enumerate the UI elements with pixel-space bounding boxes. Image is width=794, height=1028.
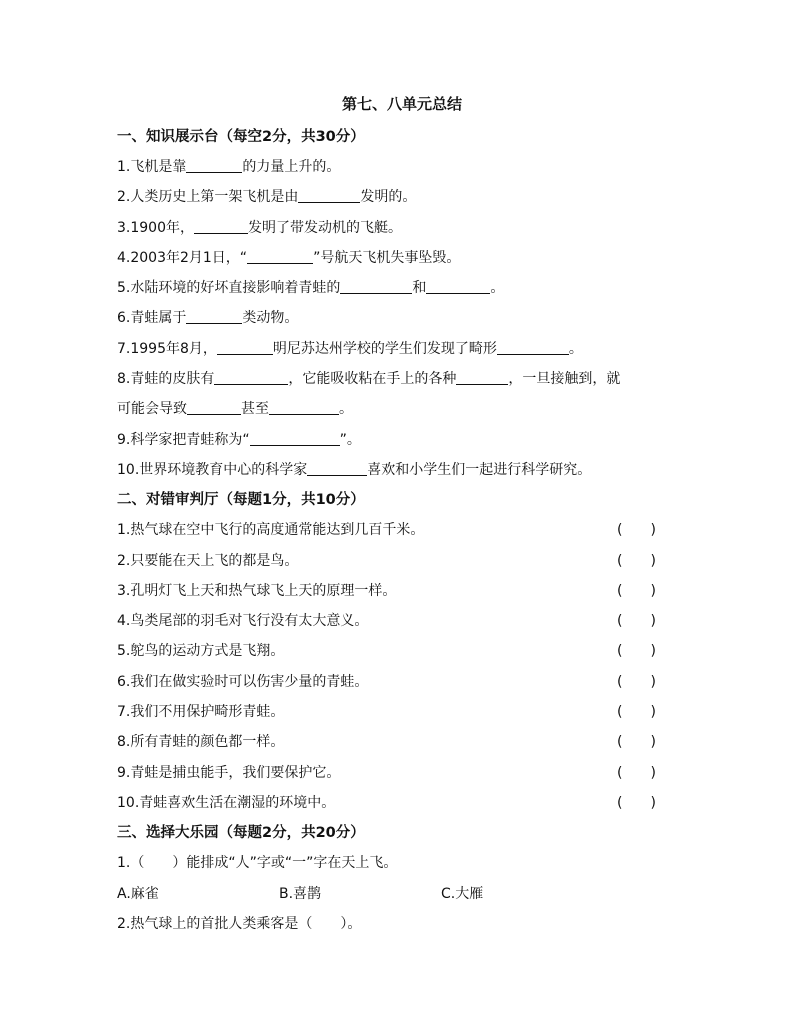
fill-question-1	[117, 152, 687, 182]
fill-question-7	[117, 334, 687, 364]
answer-paren[interactable]: ( )	[617, 613, 656, 630]
answer-paren[interactable]: ( )	[617, 794, 656, 811]
q3-text-b: 发明了带发动机的飞艇。	[248, 219, 402, 236]
answer-blank[interactable]	[250, 429, 340, 446]
q10-text-b: 喜欢和小学生们一起进行科学研究。	[367, 461, 592, 478]
answer-blank[interactable]	[186, 156, 242, 173]
answer-blank[interactable]	[186, 307, 242, 324]
judge-text: 7.我们不用保护畸形青蛙。	[117, 704, 285, 721]
judge-text: 6.我们在做实验时可以伤害少量的青蛙。	[117, 673, 369, 690]
judge-item-9	[117, 758, 687, 788]
choice-option-a[interactable]: A.麻雀	[117, 885, 159, 902]
q5-text-a: 5.水陆环境的好坏直接影响着青蛙的	[117, 280, 341, 297]
judge-item-10	[117, 788, 687, 818]
judge-item-5	[117, 636, 687, 666]
judge-text: 10.青蛙喜欢生活在潮湿的环境中。	[117, 794, 336, 811]
judge-item-3	[117, 576, 687, 606]
judge-item-6	[117, 667, 687, 697]
q1-text-b: 的力量上升的。	[242, 159, 341, 175]
q8-text-d: 可能会导致	[117, 401, 187, 418]
q8-text-b: ，它能吸收粘在手上的各种	[288, 371, 457, 388]
answer-paren[interactable]: ( )	[617, 673, 656, 690]
q9-text-b: ”。	[339, 431, 361, 448]
answer-paren[interactable]: ( )	[617, 552, 656, 569]
fill-question-4	[117, 243, 687, 273]
judge-text: 3.孔明灯飞上天和热气球飞上天的原理一样。	[117, 582, 397, 599]
q7-text-c: 。	[568, 340, 583, 357]
fill-question-6	[117, 303, 687, 333]
section-2-heading: 二、对错审判厅（每题1分，共10分）	[117, 492, 365, 509]
judge-text: 4.鸟类尾部的羽毛对飞行没有太大意义。	[117, 613, 369, 630]
q8-text-e: 甚至	[241, 401, 269, 418]
fill-question-2	[117, 182, 687, 212]
fill-question-10	[117, 455, 687, 485]
judge-item-7	[117, 697, 687, 727]
q8-text-a: 8.青蛙的皮肤有	[117, 371, 215, 388]
judge-text: 5.鸵鸟的运动方式是飞翔。	[117, 643, 285, 660]
q6-text-a: 6.青蛙属于	[117, 310, 187, 327]
q2-text-a: 2.人类历史上第一架飞机是由	[117, 189, 299, 206]
q7-text-a: 7.1995年8月，	[117, 340, 217, 357]
q9-text-a: 9.科学家把青蛙称为“	[117, 431, 250, 448]
q6-text-b: 类动物。	[242, 310, 299, 327]
answer-blank[interactable]	[307, 459, 367, 476]
choice-option-c[interactable]: C.大雁	[441, 885, 484, 902]
choice-question-2-stem: 2.热气球上的首批人类乘客是（ ）。	[117, 915, 362, 932]
answer-blank[interactable]	[426, 277, 490, 294]
fill-question-5	[117, 273, 687, 303]
section-1-heading: 一、知识展示台（每空2分，共30分）	[117, 129, 365, 145]
answer-blank[interactable]	[340, 277, 412, 294]
answer-blank[interactable]	[298, 186, 360, 203]
answer-blank[interactable]	[456, 368, 508, 385]
choice-option-b[interactable]: B.喜鹊	[279, 885, 322, 902]
q7-text-b: 明尼苏达州学校的学生们发现了畸形	[272, 340, 497, 357]
answer-blank[interactable]	[187, 398, 241, 415]
judge-text: 1.热气球在空中飞行的高度通常能达到几百千米。	[117, 522, 425, 539]
q2-text-b: 发明的。	[360, 189, 417, 206]
fill-question-3	[117, 213, 687, 243]
answer-blank[interactable]	[217, 338, 273, 355]
judge-text: 2.只要能在天上飞的都是鸟。	[117, 552, 299, 569]
answer-blank[interactable]	[247, 247, 313, 264]
fill-question-9	[117, 425, 687, 455]
page-title: 第七、八单元总结	[341, 95, 462, 113]
q10-text-a: 10.世界环境教育中心的科学家	[117, 461, 308, 478]
q4-text-b: ”号航天飞机失事坠毁。	[313, 249, 461, 266]
judge-text: 8.所有青蛙的颜色都一样。	[117, 734, 285, 751]
answer-paren[interactable]: ( )	[617, 764, 656, 781]
q5-text-c: 。	[490, 280, 505, 297]
judge-item-1	[117, 515, 687, 545]
q8-text-f: 。	[339, 401, 353, 418]
fill-question-8-line-2	[117, 394, 687, 424]
answer-blank[interactable]	[194, 217, 248, 234]
judge-item-2	[117, 546, 687, 576]
answer-blank[interactable]	[214, 368, 288, 385]
answer-paren[interactable]: ( )	[617, 522, 656, 539]
judge-text: 9.青蛙是捕虫能手，我们要保护它。	[117, 764, 341, 781]
q3-text-a: 3.1900年，	[117, 219, 194, 236]
answer-paren[interactable]: ( )	[617, 582, 656, 599]
choice-question-1-stem: 1.（ ）能排成“人”字或“一”字在天上飞。	[117, 855, 398, 872]
choice-question-1-options	[117, 879, 687, 909]
worksheet	[117, 93, 687, 939]
q1-text-a: 1.飞机是靠	[117, 159, 187, 175]
fill-question-8-line-1	[117, 364, 687, 394]
q4-text-a: 4.2003年2月1日，“	[117, 249, 248, 266]
answer-paren[interactable]: ( )	[617, 734, 656, 751]
answer-paren[interactable]: ( )	[617, 704, 656, 721]
judge-item-4	[117, 606, 687, 636]
section-3-heading: 三、选择大乐园（每题2分，共20分）	[117, 825, 365, 842]
q8-text-c: ，一旦接触到，就	[508, 371, 621, 388]
answer-blank[interactable]	[269, 398, 339, 415]
q5-text-b: 和	[412, 280, 427, 297]
answer-paren[interactable]: ( )	[617, 643, 656, 660]
judge-item-8	[117, 727, 687, 757]
answer-blank[interactable]	[497, 338, 569, 355]
